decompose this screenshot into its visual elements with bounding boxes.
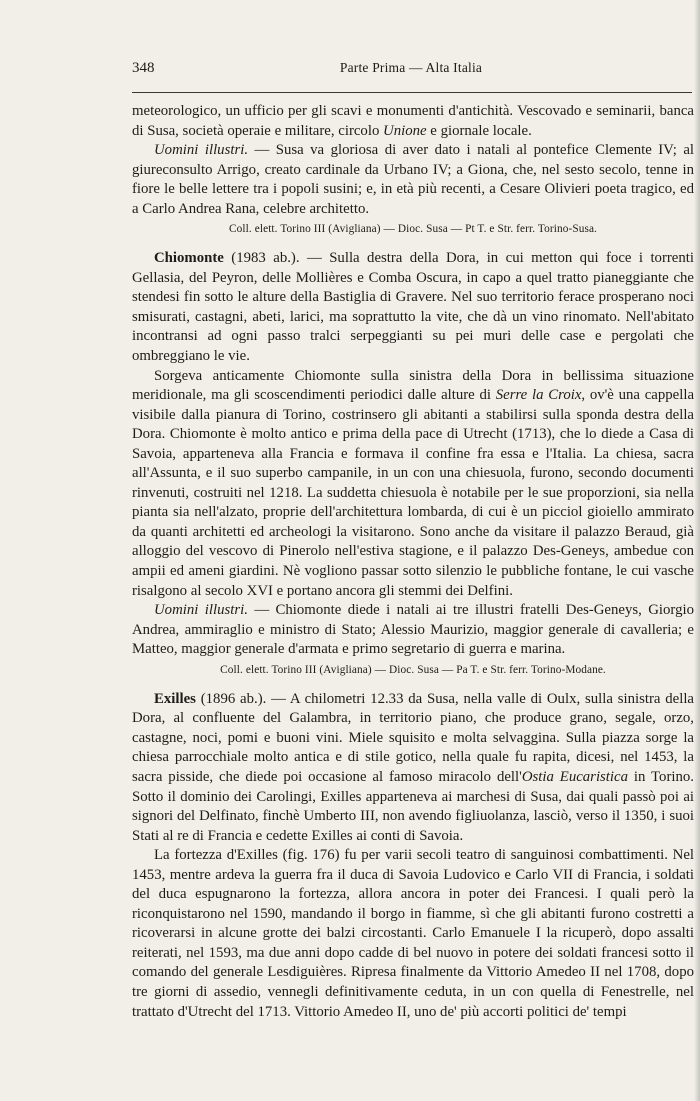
chiomonte-paragraph-1: Chiomonte (1983 ab.). — Sulla destra della Dora, in cui metton qui foce i torrenti Gellasia, del Peyron, delle Mollières e Comba Oscura, in capo a quel tratto pianeggiante che stendesi fin sotto le alture della Bastiglia di Gravere. Nel suo territorio ferace prosperano noci smisurati, castagni, abeti, larici, ma soprattutto la vite, che dà un vino rinomato. Nell'abitato incontransi ad ogni passo tralci serpeggianti su pei muri delle case e pergolati che ombreggiano le vie. [132, 250, 694, 365]
running-title: Parte Prima — Alta Italia [339, 60, 483, 75]
page-header [132, 60, 690, 82]
header-rule [132, 92, 692, 93]
susa-uomini-illustri: Uomini illustri. — Susa va gloriosa di aver dato i natali al pontefice Clemente IV; al giureconsulto Arrigo, creato cardinale da Urbano IV; a Giona, che, nel sesto secolo, tenne in fiore le belle lettere tra i popoli susini; e, in età più recenti, a Cesare Olivieri poeta tragico, ed a Carlo Andrea Rana, celebre architetto. [132, 142, 694, 217]
page-number: 348 [132, 60, 155, 76]
exilles-paragraph-1: Exilles (1896 ab.). — A chilometri 12.33 da Susa, nella valle di Oulx, sulla sinistra della Dora, al confluente del Galambra, in territorio piano, che produce grano, segale, orzo, castagne, noci, pomi e buoni vini. Miele squisito e molta selvaggina. Sulla piazza sorge la chiesa parrocchiale molto antica e di stile gotico, nella quale fu rapita, dicesi, nel 1453, la sacra pisside, che diede poi occasione al famoso miracolo dell'Ostia Eucaristica in Torino. Sotto il dominio dei Carolingi, Exilles apparteneva ai marchesi di Susa, dai quali passò poi ai signori del Delfinato, finchè Umberto III, non avendo figliuolanza, lasciò, verso il 1350, i suoi Stati al re di Francia e cedette Exilles ai conti di Savoia. [132, 690, 694, 844]
chiomonte-reference-line: Coll. elett. Torino III (Avigliana) — Dioc. Susa — Pa T. e Str. ferr. Torino-Modane. [220, 663, 606, 676]
chiomonte-paragraph-2: Sorgeva anticamente Chiomonte sulla sinistra della Dora in bellissima situazione meridionale, ma gli scoscendimenti periodici dalle alture di Serre la Croix, ov'è una cappella visibile dalla pianura di Torino, costrinsero gli abitanti a stabilirsi sulla sponda destra della Dora. Chiomonte è molto antico e prima della pace di Utrecht (1713), che lo diede a Casa di Savoia, apparteneva alla Francia e formava il confine fra essa e l'Italia. La chiesa, sacra all'Assunta, e il suo superbo campanile, in un con una chiesuola, furono, secondo documenti rinvenuti, costruiti nel 1218. La suddetta chiesuola è notabile per le sue proporzioni, sia nella pianta sia nell'alzato, proprie dell'architettura lombarda, di cui è un picciol gioiello ammirato da quanti architetti ed archeologi la visitarono. Sono anche da visitare il palazzo Beraud, già alloggio del vescovo di Pinerolo nell'estiva stagione, e il palazzo Des-Geneys, ambedue con ampii ed ameni giardini. Nè vogliono passar sotto silenzio le pubbliche fontane, le cui vasche risalgono al secolo XVI e portano ancora gli stemmi dei Delfini. [132, 367, 695, 599]
page-edge-shadow [694, 0, 700, 1101]
chiomonte-uomini-illustri: Uomini illustri. — Chiomonte diede i natali ai tre illustri fratelli Des-Geneys, Giorgio Andrea, ammiraglio e ministro di Stato; Alessio Maurizio, maggior generale di cavalleria; e Matteo, maggior generale d'armata e primo segretario di guerra e marina. [132, 602, 694, 658]
susa-paragraph-tail: meteorologico, un ufficio per gli scavi e monumenti d'antichità. Vescovado e seminarii, banca di Susa, società operaie e militare, circolo Unione e giornale locale. [132, 103, 694, 139]
section-label: Uomini illustri. [154, 602, 248, 619]
exilles-paragraph-2: La fortezza d'Exilles (fig. 176) fu per varii secoli teatro di sanguinosi combattimenti. Nel 1453, mentre ardeva la guerra fra il duca di Savoia Ludovico e Carlo VII di Francia, i soldati del duca espugnarono la fortezza, allora ancora in poter dei Francesi. I quali però la riconquistarono nel 1590, mandando il borgo in fiamme, sì che gli abitanti furono costretti a ricoverarsi in alcune grotte dei balzi circostanti. Carlo Emanuele I la ricuperò, dopo assalti reiterati, nel 1593, ma due anni dopo cadde di bel nuovo in potere dei soldati francesi sotto il comando del generale Lesdiguières. Ripresa finalmente da Vittorio Amedeo II nel 1708, dopo tre giorni di assedio, vennegli definitivamente ceduta, in un con quella di Fenestrelle, nel trattato d'Utrecht del 1713. Vittorio Amedeo II, uno de' più accorti politici de' tempi [132, 847, 694, 1020]
section-label: Uomini illustri. [154, 142, 249, 159]
entry-heading-exilles: Exilles [154, 690, 196, 707]
body-text [132, 102, 694, 1022]
susa-reference-line: Coll. elett. Torino III (Avigliana) — Dioc. Susa — Pt T. e Str. ferr. Torino-Susa. [229, 223, 597, 236]
entry-heading-chiomonte: Chiomonte [154, 250, 224, 267]
